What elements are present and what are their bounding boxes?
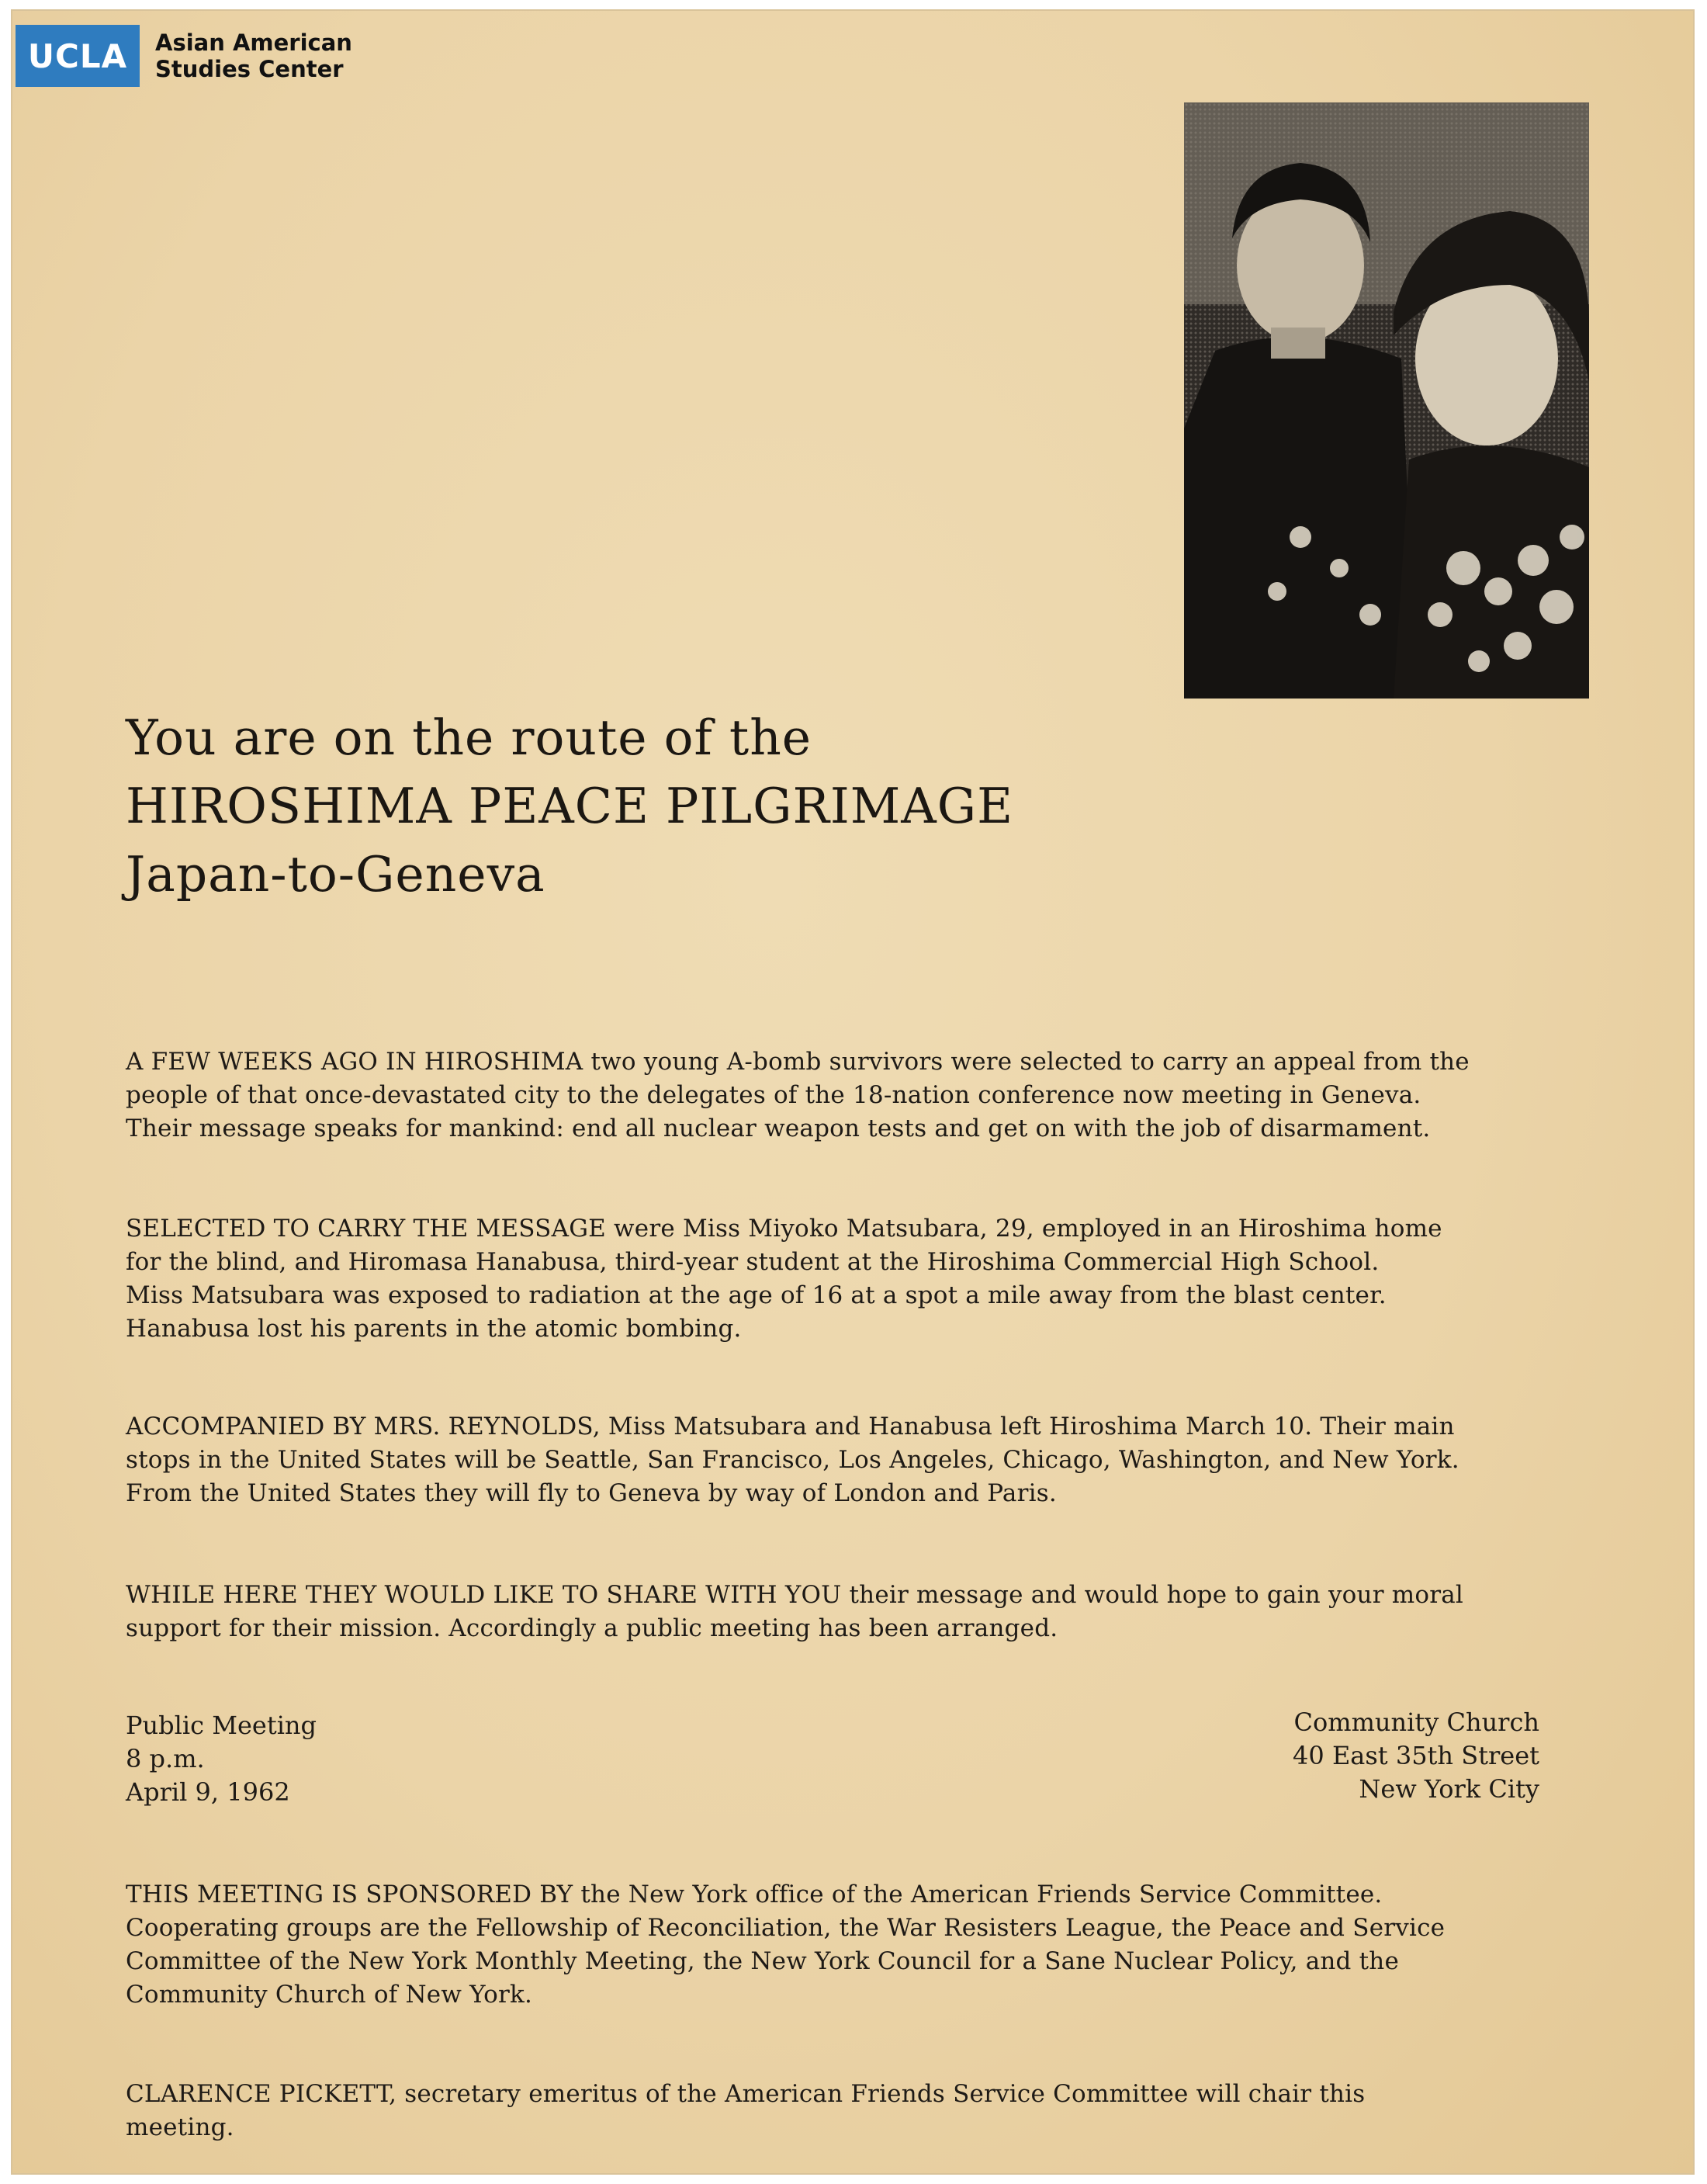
venue-street: 40 East 35th Street bbox=[1293, 1741, 1539, 1770]
paragraph-line: people of that once-devastated city to the delegates of the 18-nation conference now meeting in Geneva. bbox=[126, 1081, 1421, 1109]
paragraph-line: stops in the United States will be Seattle, San Francisco, Los Angeles, Chicago, Washington, and New York. bbox=[126, 1446, 1459, 1474]
venue-name: Community Church bbox=[1293, 1707, 1539, 1737]
paragraph-line: A FEW WEEKS AGO IN HIROSHIMA two young A-bomb survivors were selected to carry an appeal from the bbox=[126, 1048, 1470, 1076]
paragraph-line: THIS MEETING IS SPONSORED BY the New York office of the American Friends Service Committee. bbox=[126, 1881, 1383, 1908]
paragraph-line: support for their mission. Accordingly a public meeting has been arranged. bbox=[126, 1614, 1058, 1642]
paragraph-itinerary bbox=[126, 1410, 1577, 1510]
meeting-label: Public Meeting bbox=[126, 1711, 317, 1740]
meeting-date: April 9, 1962 bbox=[126, 1777, 290, 1807]
paragraph-messengers bbox=[126, 1212, 1577, 1346]
heading-line2: HIROSHIMA PEACE PILGRIMAGE bbox=[126, 778, 1014, 834]
paragraph-line: WHILE HERE THEY WOULD LIKE TO SHARE WITH YOU their message and would hope to gain your moral bbox=[126, 1581, 1464, 1609]
paragraph-line: Community Church of New York. bbox=[126, 1981, 533, 2009]
paragraph-line: From the United States they will fly to Geneva by way of London and Paris. bbox=[126, 1479, 1057, 1507]
meeting-location bbox=[1293, 1706, 1539, 1806]
paragraph-line: Miss Matsubara was exposed to radiation at the age of 16 at a spot a mile away from the blast center. bbox=[126, 1281, 1387, 1309]
paragraph-line: Committee of the New York Monthly Meeting, the New York Council for a Sane Nuclear Policy, and the bbox=[126, 1947, 1400, 1975]
flyer-page bbox=[11, 9, 1695, 2175]
photo-of-two-people bbox=[1184, 102, 1589, 699]
paragraph-line: Their message speaks for mankind: end all nuclear weapon tests and get on with the job of disarmament. bbox=[126, 1115, 1431, 1142]
venue-city: New York City bbox=[1359, 1774, 1539, 1804]
paragraph-line: Hanabusa lost his parents in the atomic bombing. bbox=[126, 1315, 742, 1343]
org-name-line1: Asian American bbox=[155, 29, 352, 56]
paragraph-line: for the blind, and Hiromasa Hanabusa, third-year student at the Hiroshima Commercial High School. bbox=[126, 1248, 1380, 1276]
paragraph-line: ACCOMPANIED BY MRS. REYNOLDS, Miss Matsubara and Hanabusa left Hiroshima March 10. Their main bbox=[126, 1413, 1455, 1440]
paragraph-sponsors bbox=[126, 1878, 1577, 2012]
heading-line3: Japan-to-Geneva bbox=[126, 846, 545, 903]
ucla-logo: UCLA bbox=[16, 25, 140, 87]
paragraph-meeting-invite bbox=[126, 1579, 1577, 1645]
org-name-line2: Studies Center bbox=[155, 56, 344, 82]
meeting-details bbox=[126, 1709, 317, 1809]
flyer-heading bbox=[126, 704, 1013, 909]
paragraph-line: meeting. bbox=[126, 2113, 234, 2141]
org-name bbox=[155, 29, 352, 82]
paragraph-line: SELECTED TO CARRY THE MESSAGE were Miss Miyoko Matsubara, 29, employed in an Hiroshima home bbox=[126, 1215, 1442, 1243]
paragraph-line: CLARENCE PICKETT, secretary emeritus of the American Friends Service Committee will chair this bbox=[126, 2080, 1366, 2108]
paragraph-chair bbox=[126, 2078, 1577, 2144]
paragraph-line: Cooperating groups are the Fellowship of Reconciliation, the War Resisters League, the Peace and Service bbox=[126, 1914, 1446, 1942]
heading-line1: You are on the route of the bbox=[126, 709, 812, 766]
meeting-time: 8 p.m. bbox=[126, 1744, 205, 1773]
paragraph-pilgrimage-intro bbox=[126, 1045, 1577, 1146]
photo-illustration bbox=[1184, 102, 1589, 699]
ucla-aasc-badge bbox=[16, 25, 352, 87]
